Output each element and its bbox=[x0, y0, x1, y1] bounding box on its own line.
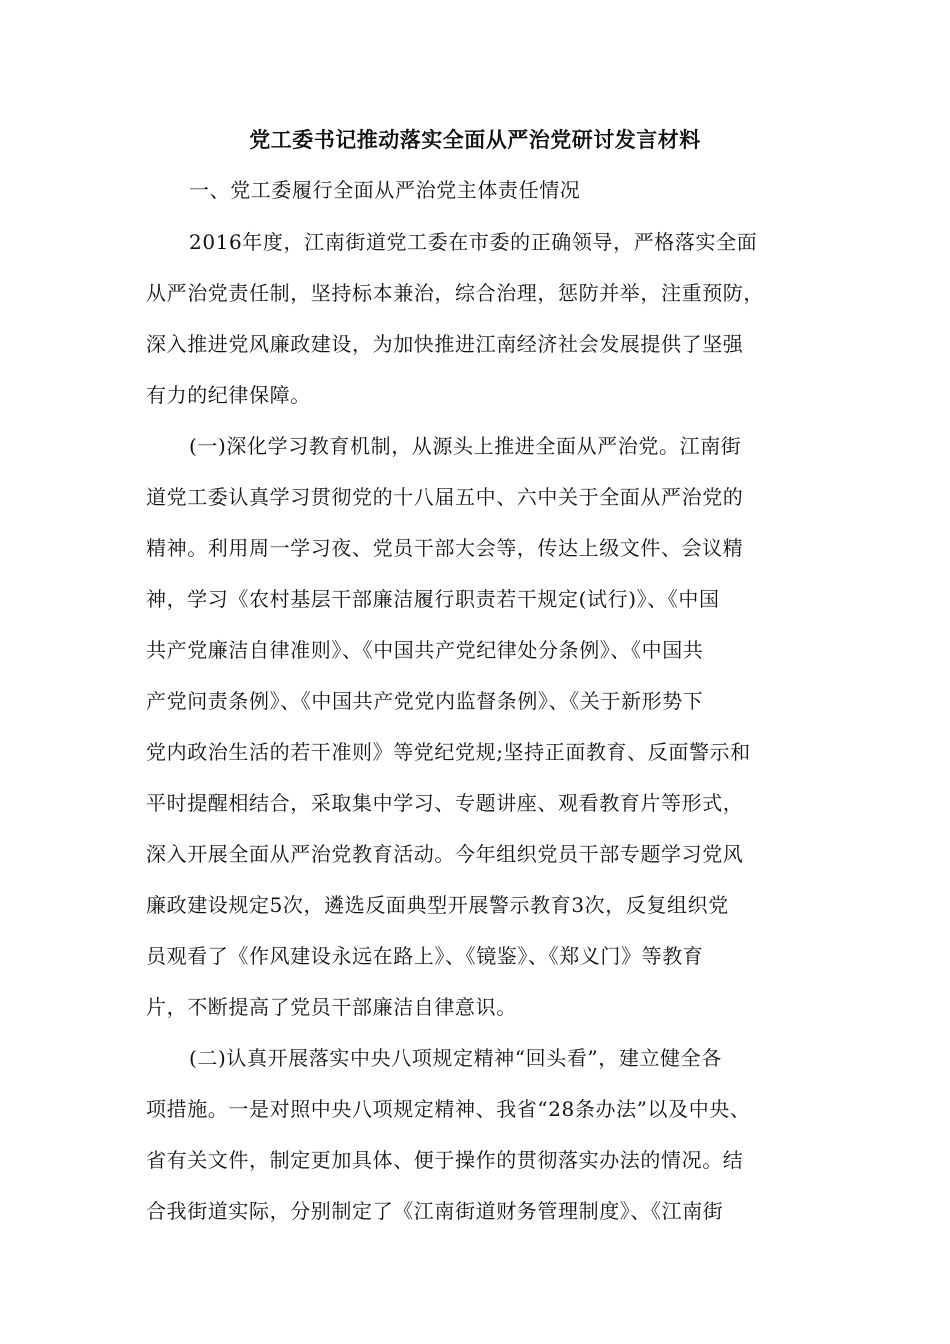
paragraph-line: 片，不断提高了党员干部廉洁自律意识。 bbox=[146, 995, 517, 1019]
paragraph-line: 精神。利用周一学习夜、党员干部大会等，传达上级文件、会议精 bbox=[146, 536, 744, 560]
paragraph-line: 平时提醒相结合，采取集中学习、专题讲座、观看教育片等形式， bbox=[146, 791, 744, 815]
paragraph-line: 合我街道实际，分别制定了《江南街道财务管理制度》、《江南街 bbox=[146, 1199, 724, 1223]
paragraph-line: 党内政治生活的若干准则》等党纪党规;坚持正面教育、反面警示和 bbox=[146, 740, 751, 764]
paragraph-line: 共产党廉洁自律准则》、《中国共产党纪律处分条例》、《中国共 bbox=[146, 638, 704, 662]
paragraph-line: (一)深化学习教育机制，从源头上推进全面从严治党。江南街 bbox=[189, 434, 742, 458]
section-heading: 一、党工委履行全面从严治党主体责任情况 bbox=[189, 178, 581, 202]
paragraph-line: 产党问责条例》、《中国共产党党内监督条例》、《关于新形势下 bbox=[146, 689, 704, 713]
paragraph-line: 项措施。一是对照中央八项规定精神、我省“28条办法”以及中央、 bbox=[146, 1097, 751, 1121]
paragraph-line: 2016年度，江南街道党工委在市委的正确领导，严格落实全面 bbox=[189, 230, 758, 254]
paragraph-line: 深入推进党风廉政建设，为加快推进江南经济社会发展提供了坚强 bbox=[146, 332, 744, 356]
paragraph-line: (二)认真开展落实中央八项规定精神“回头看”，建立健全各 bbox=[189, 1046, 722, 1070]
paragraph-line: 有力的纪律保障。 bbox=[146, 383, 311, 407]
paragraph-line: 员观看了《作风建设永远在路上》、《镜鉴》、《郑义门》等教育 bbox=[146, 944, 704, 968]
paragraph-line: 省有关文件，制定更加具体、便于操作的贯彻落实办法的情况。结 bbox=[146, 1148, 744, 1172]
paragraph-line: 深入开展全面从严治党教育活动。今年组织党员干部专题学习党风 bbox=[146, 842, 744, 866]
paragraph-line: 从严治党责任制，坚持标本兼治，综合治理，惩防并举，注重预防， bbox=[146, 281, 764, 305]
document-title: 党工委书记推动落实全面从严治党研讨发言材料 bbox=[249, 127, 701, 152]
paragraph-line: 道党工委认真学习贯彻党的十八届五中、六中关于全面从严治党的 bbox=[146, 485, 744, 509]
paragraph-line: 廉政建设规定5次，遴选反面典型开展警示教育3次，反复组织党 bbox=[146, 893, 729, 917]
paragraph-line: 神，学习《农村基层干部廉洁履行职责若干规定(试行)》、《中国 bbox=[146, 587, 720, 611]
